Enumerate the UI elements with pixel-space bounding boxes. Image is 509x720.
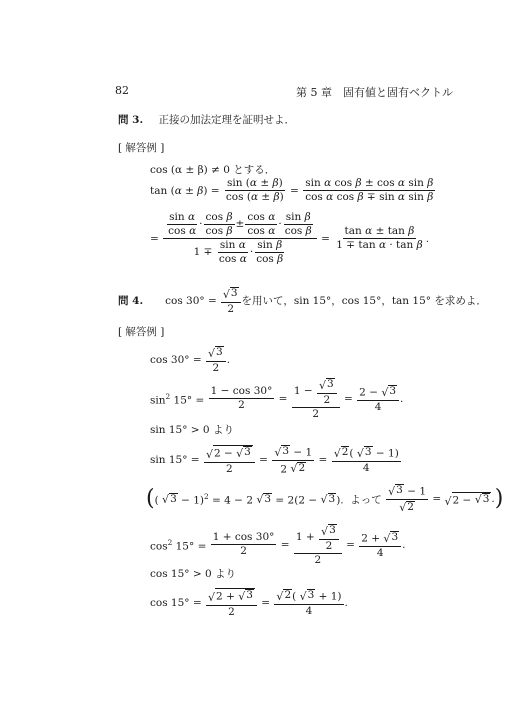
problem-4-prefix: cos 30° = — [165, 294, 217, 307]
p4-cos15: cos 15° = √ 2 + √ 3 2 = √ 2 ( √ 3 + 1) 4 . — [150, 589, 348, 619]
p4-yotte: よって — [350, 493, 382, 506]
problem-3-label: 問 3. — [118, 114, 144, 126]
p4-sin-squared: $\sin^2 15^\circ$ = $\frac{1 - \cos 30^\circ}{2}$ = 1 − √ 3 2 2 = 2 − √ 3 4 . — [150, 378, 404, 420]
p3-equation-1: tan (α ± β) = $\frac{\sin (\alpha \pm \beta)}{\cos (\alpha \pm \beta)}$ = $\frac{\text{sin α cos β ± cos α sin β}}{\text{cos α cos β ∓ sin α sin β}}$ — [150, 177, 434, 204]
problem-4: 問 4. cos 30° = √ 3 2 を用いて，sin 15°，cos 15°，tan 15° を求めよ． — [118, 287, 487, 315]
p4-cos-condition: cos 15° > 0 より — [150, 568, 237, 580]
p4-sin15: sin 15° = √ 2 − √ 3 2 = √ 3 − 1 2 √ 2 = √ 2 ( √ 3 − 1) 4 — [150, 445, 399, 476]
p4-sin-condition: sin 15° > 0 より — [150, 424, 234, 436]
p4-note: ( ( √ 3 − 1)$^2$ = 4 − 2 √ 3 = 2(2 − √ 3 ). よって √ 3 − 1 √ 2 = √ 2 − √ 3 . ) — [146, 484, 504, 515]
problem-4-suffix: を用いて，sin 15°，cos 15°，tan 15° を求めよ． — [241, 295, 487, 308]
p4-cos-squared: $\cos^2 15^\circ$ = $\frac{1 + \cos 30^\circ}{2}$ = 1 + √ 3 2 2 = 2 + √ 3 4 . — [150, 524, 406, 566]
p3-condition: cos (α ± β) ≠ 0 とする． — [150, 164, 276, 176]
answer-label-4: [ 解答例 ] — [118, 326, 165, 338]
chapter-title: 第 5 章 固有値と固有ベクトル — [296, 86, 453, 99]
problem-3 — [118, 112, 295, 127]
p4-cos30: cos 30° = √ 3 2 . — [150, 346, 231, 374]
page-number: 82 — [115, 84, 129, 97]
p3-equation-2: = $\frac{\text{sin α}}{\text{cos α}}$ · $\frac{\text{cos β}}{\text{cos β}}$ ± $\frac{\text{cos α}}{\text{cos α}}$ · $\frac{\text{sin β}}{\text{cos β}}$ 1 ∓ $\frac{\text{sin α}}{\text{cos α}}$ · $\frac{\text{sin β}}{\text{cos β}}$ = $\frac{\text{tan α ± tan β}}{\text{1 ∓ tan α · tan β}}$ . — [150, 211, 430, 266]
answer-label-3: [ 解答例 ] — [118, 142, 165, 154]
problem-3-statement: 正接の加法定理を証明せよ． — [158, 114, 295, 126]
problem-4-label: 問 4. — [118, 295, 144, 308]
